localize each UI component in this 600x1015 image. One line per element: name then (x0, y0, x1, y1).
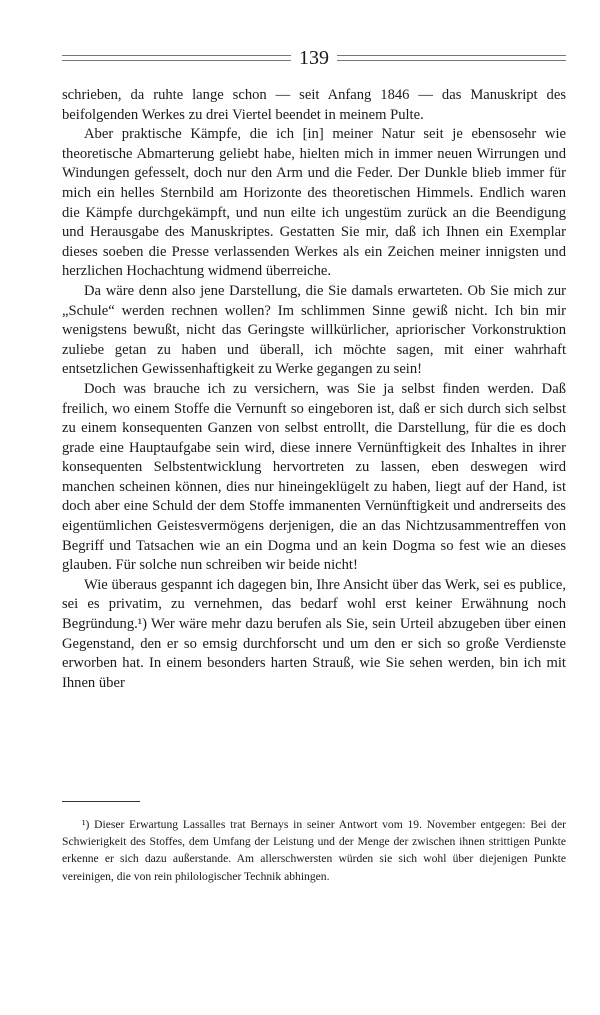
page-number: 139 (299, 47, 329, 69)
footnote-divider (62, 801, 140, 802)
paragraph: Wie überaus gespannt ich dagegen bin, Ihre Ansicht über das Werk, sei es publice, sei es privatim, zu vernehmen, das bedarf wohl erst keiner Erwähnung noch Begründung.¹) Wer wäre mehr dazu berufen als Sie, sein Urteil abzugeben über einen Gegenstand, den er so emsig durchforscht und um den er sich so große Verdienste erworben hat. In einem besonders harten Strauß, wie Sie sehen werden, bin ich mit Ihnen über (62, 576, 566, 691)
body-text (62, 86, 566, 693)
paragraph: schrieben, da ruhte lange schon — seit Anfang 1846 — das Manuskript des beifolgenden Werkes zu drei Viertel beendet in meinem Pulte. (62, 87, 566, 123)
header-rule-right (337, 55, 566, 61)
footnote (62, 816, 566, 885)
footnote-text: ¹) Dieser Erwartung Lassalles trat Bernays in seiner Antwort vom 19. November entgegen: Bei der Schwierigkeit des Stoffes, dem Umfang der Leistung und der Menge der zwischen ihnen strittigen Punkte erkenne er sich dazu außerstande. Am allerschwersten würden sie sich wohl über diejenigen Punkte vereinigen, die von rein philologischer Technik abhingen. (62, 818, 566, 883)
paragraph: Doch was brauche ich zu versichern, was Sie ja selbst finden werden. Daß freilich, wo einem Stoffe die Vernunft so eingeboren ist, daß er sich durch sich selbst zu einem konsequenten Ganzen von selbst entrollt, die Darstellung, für die es doch grade eine Hauptaufgabe sein wird, diese innere Vernünftigkeit des Inhaltes in ihrer konsequenten Selbstentwicklung hervortreten zu lassen, eben deswegen wird manchen scheinen können, dies nur hineingeklügelt zu haben, liegt auf der Hand, ist doch aber eine Schuld der dem Stoffe immanenten Vernünftigkeit und andrerseits des eigentümlichen Geistesvermögens derjenigen, die an das Nichtzusammentreffen von Begriff und Tatsachen wie an ein Dogma und an kein Dogma so fest wie an dieses glauben. Für solche nun schreiben wir beide nicht! (62, 380, 566, 574)
header-rule-left (62, 55, 291, 61)
page-header (62, 44, 566, 72)
paragraph: Da wäre denn also jene Darstellung, die Sie damals erwarteten. Ob Sie mich zur „Schule“ werden rechnen wollen? Im schlimmen Sinne gewiß nicht. Ich bin mir wenigstens bewußt, nicht das Geringste willkürlicher, apriorischer Vorkonstruktion zuliebe getan zu haben und überall, ich möchte sagen, mit einer wahrhaft entsetzlichen Gewissenhaftigkeit zu Werke gegangen zu sein! (62, 282, 566, 378)
paragraph: Aber praktische Kämpfe, die ich [in] meiner Natur seit je ebensosehr wie theoretische Abmarterung geliebt habe, hielten mich in immer neuen Wirrungen und Windungen gefesselt, doch nur den Arm und die Feder. Der Dunkle blieb immer für mich ein helles Sternbild am Horizonte des theoretischen Himmels. Endlich waren die Kämpfe durchgekämpft, und nun eilte ich ungestüm zurück an die Beendigung und Herausgabe des Manuskriptes. Gestatten Sie mir, daß ich Ihnen ein Exemplar dieses soeben die Presse verlassenden Werkes als ein Zeichen meiner innigsten und herzlichen Hochachtung widmend überreiche. (62, 126, 566, 280)
